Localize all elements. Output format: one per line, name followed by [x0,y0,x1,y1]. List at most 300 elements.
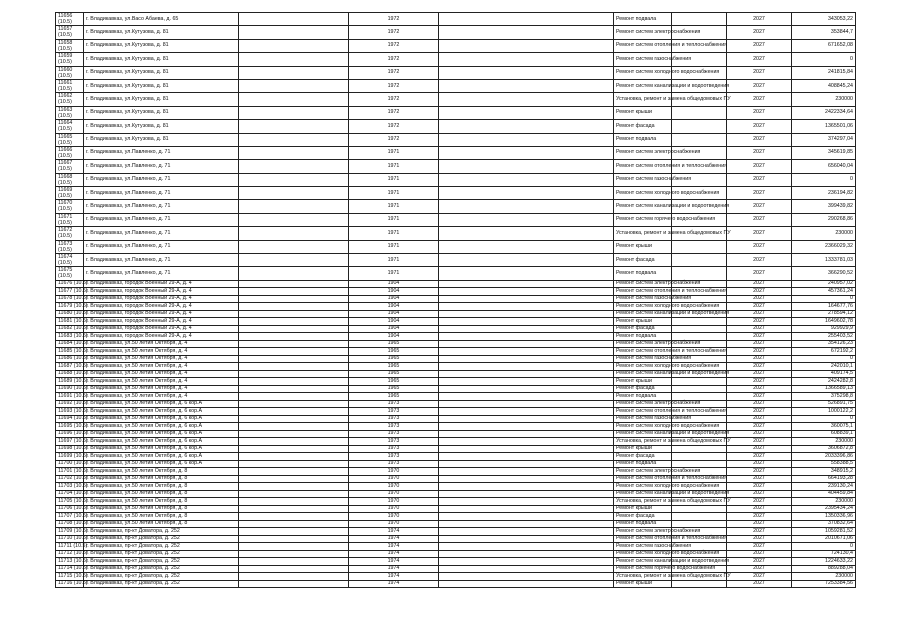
year-cell: 1973 [349,430,439,438]
spacer-cell [439,378,614,386]
address-cell: г. Владикавказ, ул.50 летия Октября, д. 4 [84,393,239,401]
amount-cell: 1649602,78 [792,318,856,326]
spacer-cell [439,213,614,226]
table-row [56,120,856,133]
address-cell: г. Владикавказ, ул.50 летия Октября, д. 8 [84,505,239,513]
address-cell: г. Владикавказ, ул.50 летия Октября, д. 6 кор.А [84,453,239,461]
row-id-cell: 11677 (10.5) [56,288,84,296]
amount-cell: 345619,85 [792,146,856,159]
plan-year-cell: 2027 [727,408,792,416]
address-cell: г. Владикавказ, ул.50 летия Октября, д. 8 [84,520,239,528]
table-row [56,146,856,159]
spacer-cell [439,483,614,491]
table-row [56,363,856,371]
amount-cell: 1365501,06 [792,120,856,133]
year-cell: 1904 [349,325,439,333]
spacer-cell [439,146,614,159]
plan-year-cell: 2027 [727,333,792,341]
row-id-cell: 11662 (10.5) [56,93,84,106]
row-id-cell: 11670 (10.5) [56,200,84,213]
work-type-cell: Ремонт подвала [614,333,672,341]
spacer-cell [239,580,349,588]
table-row [56,187,856,200]
plan-year-cell: 2027 [727,66,792,79]
table-row [56,325,856,333]
plan-year-cell: 2027 [727,146,792,159]
amount-cell: 0 [792,415,856,423]
year-cell: 1972 [349,39,439,52]
row-id-cell: 11659 (10.5) [56,53,84,66]
row-id-cell: 11709 (10.5) [56,528,84,536]
work-type-cell: Ремонт систем газоснабжения [614,543,672,551]
plan-year-cell: 2027 [727,573,792,581]
plan-year-cell: 2027 [727,310,792,318]
address-cell: г. Владикавказ, ул.Кутузова, д. 81 [84,39,239,52]
address-cell: г. Владикавказ, ул.Кутузова, д. 81 [84,79,239,92]
year-cell: 1971 [349,240,439,253]
amount-cell: 671652,08 [792,39,856,52]
spacer-cell [239,106,349,119]
work-type-cell: Ремонт систем отопления и теплоснабжения [614,288,672,296]
table-row [56,295,856,303]
work-type-cell: Ремонт систем электроснабжения [614,468,672,476]
address-cell: г. Владикавказ, пр-кт Доватора, д. 252 [84,550,239,558]
address-cell: г. Владикавказ, ул.Павленко, д. 71 [84,240,239,253]
address-cell: г. Владикавказ, ул.50 летия Октября, д. 8 [84,468,239,476]
spacer-cell [439,13,614,26]
work-type-cell: Ремонт систем канализации и водоотведения [614,310,672,318]
spacer-cell [672,333,727,341]
row-id-cell: 11693 (10.5) [56,408,84,416]
plan-year-cell: 2027 [727,490,792,498]
year-cell: 1974 [349,543,439,551]
row-id-cell: 11697 (10.5) [56,438,84,446]
year-cell: 1971 [349,173,439,186]
year-cell: 1965 [349,340,439,348]
year-cell: 1965 [349,393,439,401]
spacer-cell [439,363,614,371]
table-row [56,26,856,39]
spacer-cell [672,254,727,267]
table-row [56,528,856,536]
table-row [56,573,856,581]
address-cell: г. Владикавказ, городок Военный 29-А, д. 4 [84,280,239,288]
spacer-cell [239,543,349,551]
row-id-cell: 11695 (10.5) [56,423,84,431]
row-id-cell: 11703 (10.5) [56,483,84,491]
spacer-cell [239,370,349,378]
table-row [56,254,856,267]
spacer-cell [239,120,349,133]
plan-year-cell: 2027 [727,445,792,453]
plan-year-cell: 2027 [727,227,792,240]
work-type-cell: Ремонт систем отопления и теплоснабжения [614,160,672,173]
row-id-cell: 11666 (10.5) [56,146,84,159]
spacer-cell [439,26,614,39]
row-id-cell: 11699 (10.5) [56,453,84,461]
spacer-cell [439,106,614,119]
table-row [56,385,856,393]
work-type-cell: Ремонт систем холодного водоснабжения [614,363,672,371]
spacer-cell [439,468,614,476]
year-cell: 1971 [349,267,439,280]
address-cell: г. Владикавказ, пр-кт Доватора, д. 252 [84,558,239,566]
address-cell: г. Владикавказ, пр-кт Доватора, д. 252 [84,580,239,588]
year-cell: 1973 [349,445,439,453]
year-cell: 1972 [349,13,439,26]
spacer-cell [439,430,614,438]
year-cell: 1904 [349,280,439,288]
row-id-cell: 11706 (10.5) [56,505,84,513]
spacer-cell [439,200,614,213]
work-type-cell: Ремонт крыши [614,378,672,386]
address-cell: г. Владикавказ, ул.Павленко, д. 71 [84,146,239,159]
spacer-cell [439,295,614,303]
spacer-cell [239,513,349,521]
row-id-cell: 11707 (10.5) [56,513,84,521]
work-type-cell: Ремонт систем канализации и водоотведения [614,200,672,213]
amount-cell: 1366589,13 [792,385,856,393]
plan-year-cell: 2027 [727,355,792,363]
table-row [56,408,856,416]
plan-year-cell: 2027 [727,173,792,186]
spacer-cell [439,520,614,528]
spacer-cell [439,580,614,588]
year-cell: 1972 [349,53,439,66]
row-id-cell: 11665 (10.5) [56,133,84,146]
spacer-cell [239,408,349,416]
year-cell: 1965 [349,348,439,356]
spacer-cell [672,106,727,119]
spacer-cell [672,378,727,386]
spacer-cell [439,393,614,401]
address-cell: г. Владикавказ, ул.50 летия Октября, д. 4 [84,355,239,363]
row-id-cell: 11698 (10.5) [56,445,84,453]
amount-cell: 278594,12 [792,310,856,318]
amount-cell: 374297,04 [792,133,856,146]
spacer-cell [439,93,614,106]
row-id-cell: 11704 (10.5) [56,490,84,498]
table-row [56,400,856,408]
amount-cell: 457361,24 [792,288,856,296]
spacer-cell [239,288,349,296]
amount-cell: 343053,22 [792,13,856,26]
plan-year-cell: 2027 [727,325,792,333]
spacer-cell [439,187,614,200]
spacer-cell [239,173,349,186]
work-type-cell: Ремонт фасада [614,325,672,333]
amount-cell: 0 [792,53,856,66]
year-cell: 1973 [349,408,439,416]
spacer-cell [439,254,614,267]
row-id-cell: 11661 (10.5) [56,79,84,92]
plan-year-cell: 2027 [727,363,792,371]
plan-year-cell: 2027 [727,475,792,483]
address-cell: г. Владикавказ, ул.50 летия Октября, д. 8 [84,490,239,498]
table-row [56,483,856,491]
plan-year-cell: 2027 [727,213,792,226]
year-cell: 1974 [349,573,439,581]
table-row [56,53,856,66]
year-cell: 1972 [349,133,439,146]
row-id-cell: 11713 (10.5) [56,558,84,566]
work-type-cell: Ремонт фасада [614,513,672,521]
row-id-cell: 11672 (10.5) [56,227,84,240]
table-row [56,415,856,423]
work-type-cell: Ремонт систем отопления и теплоснабжения [614,408,672,416]
spacer-cell [439,453,614,461]
address-cell: г. Владикавказ, ул.Кутузова, д. 81 [84,120,239,133]
year-cell: 1971 [349,254,439,267]
spacer-cell [239,53,349,66]
table-row [56,423,856,431]
address-cell: г. Владикавказ, ул.50 летия Октября, д. 6 кор.А [84,415,239,423]
spacer-cell [239,393,349,401]
work-type-cell: Ремонт крыши [614,106,672,119]
plan-year-cell: 2027 [727,528,792,536]
row-id-cell: 11683 (10.5) [56,333,84,341]
table-row [56,39,856,52]
amount-cell: 241815,84 [792,66,856,79]
table-body [56,13,856,588]
spacer-cell [239,310,349,318]
table-row [56,267,856,280]
spacer-cell [439,280,614,288]
spacer-cell [239,415,349,423]
year-cell: 1973 [349,438,439,446]
work-type-cell: Ремонт систем канализации и водоотведения [614,430,672,438]
spacer-cell [439,535,614,543]
spacer-cell [439,400,614,408]
address-cell: г. Владикавказ, ул.50 летия Октября, д. 8 [84,483,239,491]
work-type-cell: Ремонт систем отопления и теплоснабжения [614,348,672,356]
year-cell: 1974 [349,550,439,558]
year-cell: 1970 [349,520,439,528]
spacer-cell [439,348,614,356]
spacer-cell [239,505,349,513]
year-cell: 1974 [349,528,439,536]
amount-cell: 353844,7 [792,26,856,39]
plan-year-cell: 2027 [727,200,792,213]
table-row [56,468,856,476]
row-id-cell: 11702 (10.5) [56,475,84,483]
year-cell: 1965 [349,355,439,363]
spacer-cell [439,240,614,253]
amount-cell: 366290,52 [792,267,856,280]
spacer-cell [239,550,349,558]
spacer-cell [439,39,614,52]
address-cell: г. Владикавказ, городок Военный 29-А, д. 4 [84,295,239,303]
plan-year-cell: 2027 [727,513,792,521]
address-cell: г. Владикавказ, пр-кт Доватора, д. 252 [84,543,239,551]
year-cell: 1972 [349,79,439,92]
plan-year-cell: 2027 [727,79,792,92]
spacer-cell [239,79,349,92]
plan-year-cell: 2027 [727,303,792,311]
work-type-cell: Ремонт систем электроснабжения [614,400,672,408]
spacer-cell [439,318,614,326]
row-id-cell: 11700 (10.5) [56,460,84,468]
year-cell: 1970 [349,475,439,483]
year-cell: 1973 [349,460,439,468]
row-id-cell: 11668 (10.5) [56,173,84,186]
spacer-cell [439,173,614,186]
work-type-cell: Ремонт подвала [614,460,672,468]
amount-cell: 236194,82 [792,187,856,200]
amount-cell: 239130,24 [792,483,856,491]
address-cell: г. Владикавказ, городок Военный 29-А, д. 4 [84,288,239,296]
address-cell: г. Владикавказ, ул.Павленко, д. 71 [84,173,239,186]
spacer-cell [239,240,349,253]
spacer-cell [239,423,349,431]
work-type-cell: Ремонт систем газоснабжения [614,355,672,363]
table-row [56,200,856,213]
plan-year-cell: 2027 [727,543,792,551]
table-row [56,558,856,566]
table-row [56,66,856,79]
spacer-cell [672,240,727,253]
table-row [56,106,856,119]
work-type-cell: Ремонт систем газоснабжения [614,53,672,66]
plan-year-cell: 2027 [727,378,792,386]
spacer-cell [239,318,349,326]
plan-year-cell: 2027 [727,565,792,573]
amount-cell: 929929,9 [792,325,856,333]
spacer-cell [672,133,727,146]
spacer-cell [439,550,614,558]
spacer-cell [239,348,349,356]
work-type-cell: Ремонт систем электроснабжения [614,528,672,536]
plan-year-cell: 2027 [727,370,792,378]
spacer-cell [672,318,727,326]
row-id-cell: 11686 (10.5) [56,355,84,363]
plan-year-cell: 2027 [727,580,792,588]
address-cell: г. Владикавказ, пр-кт Доватора, д. 252 [84,535,239,543]
spacer-cell [672,453,727,461]
plan-year-cell: 2027 [727,550,792,558]
plan-year-cell: 2027 [727,460,792,468]
plan-year-cell: 2027 [727,240,792,253]
spacer-cell [439,475,614,483]
address-cell: г. Владикавказ, ул.Павленко, д. 71 [84,200,239,213]
work-type-cell: Ремонт систем газоснабжения [614,415,672,423]
year-cell: 1973 [349,415,439,423]
amount-cell: 230000 [792,438,856,446]
spacer-cell [439,53,614,66]
work-type-cell: Ремонт систем канализации и водоотведения [614,79,672,92]
address-cell: г. Владикавказ, ул.Павленко, д. 71 [84,267,239,280]
work-type-cell: Ремонт систем отопления и теплоснабжения [614,475,672,483]
work-type-cell: Ремонт подвала [614,393,672,401]
work-type-cell: Ремонт крыши [614,580,672,588]
work-type-cell: Ремонт систем электроснабжения [614,26,672,39]
address-cell: г. Владикавказ, ул.50 летия Октября, д. 8 [84,498,239,506]
spacer-cell [439,133,614,146]
work-type-cell: Ремонт подвала [614,133,672,146]
row-id-cell: 11690 (10.5) [56,385,84,393]
spacer-cell [239,340,349,348]
plan-year-cell: 2027 [727,438,792,446]
address-cell: г. Владикавказ, ул.50 летия Октября, д. 6 кор.А [84,423,239,431]
spacer-cell [239,213,349,226]
plan-year-cell: 2027 [727,558,792,566]
spacer-cell [239,227,349,240]
table-row [56,453,856,461]
plan-year-cell: 2027 [727,505,792,513]
year-cell: 1971 [349,200,439,213]
plan-year-cell: 2027 [727,254,792,267]
address-cell: г. Владикавказ, ул.50 летия Октября, д. 4 [84,385,239,393]
amount-cell: 230000 [792,498,856,506]
year-cell: 1974 [349,565,439,573]
row-id-cell: 11716 (10.5) [56,580,84,588]
year-cell: 1904 [349,310,439,318]
amount-cell: 230000 [792,93,856,106]
spacer-cell [439,325,614,333]
spacer-cell [439,288,614,296]
address-cell: г. Владикавказ, ул.Павленко, д. 71 [84,213,239,226]
spacer-cell [239,438,349,446]
address-cell: г. Владикавказ, ул.50 летия Октября, д. 4 [84,348,239,356]
spacer-cell [239,200,349,213]
spacer-cell [239,400,349,408]
plan-year-cell: 2027 [727,106,792,119]
spacer-cell [672,385,727,393]
plan-year-cell: 2027 [727,133,792,146]
spacer-cell [672,505,727,513]
address-cell: г. Владикавказ, городок Военный 29-А, д. 4 [84,325,239,333]
work-type-cell: Установка, ремонт и замена общедомовых ПУ [614,438,672,446]
address-cell: г. Владикавказ, ул.50 летия Октября, д. 6 кор.А [84,430,239,438]
spacer-cell [672,267,727,280]
plan-year-cell: 2027 [727,498,792,506]
row-id-cell: 11711 (10.5) [56,543,84,551]
amount-cell: 409174,5 [792,370,856,378]
spacer-cell [239,325,349,333]
amount-cell: 3606872,8 [792,445,856,453]
year-cell: 1904 [349,333,439,341]
amount-cell: 2033396,86 [792,453,856,461]
spacer-cell [239,475,349,483]
row-id-cell: 11696 (10.5) [56,430,84,438]
row-id-cell: 11688 (10.5) [56,370,84,378]
amount-cell: 656040,04 [792,160,856,173]
year-cell: 1971 [349,227,439,240]
row-id-cell: 11679 (10.5) [56,303,84,311]
spacer-cell [439,423,614,431]
spacer-cell [439,415,614,423]
spacer-cell [239,460,349,468]
address-cell: г. Владикавказ, пр-кт Доватора, д. 252 [84,573,239,581]
amount-cell: 375298,8 [792,393,856,401]
spacer-cell [239,430,349,438]
spacer-cell [239,160,349,173]
spacer-cell [439,490,614,498]
table-row [56,310,856,318]
spacer-cell [439,408,614,416]
address-cell: г. Владикавказ, ул.Павленко, д. 71 [84,160,239,173]
spacer-cell [239,187,349,200]
row-id-cell: 11705 (10.5) [56,498,84,506]
row-id-cell: 11714 (10.5) [56,565,84,573]
work-type-cell: Ремонт фасада [614,120,672,133]
address-cell: г. Владикавказ, городок Военный 29-А, д. 4 [84,303,239,311]
address-cell: г. Владикавказ, ул.50 летия Октября, д. 4 [84,378,239,386]
amount-cell: 0 [792,355,856,363]
spacer-cell [239,565,349,573]
year-cell: 1972 [349,120,439,133]
plan-year-cell: 2027 [727,453,792,461]
